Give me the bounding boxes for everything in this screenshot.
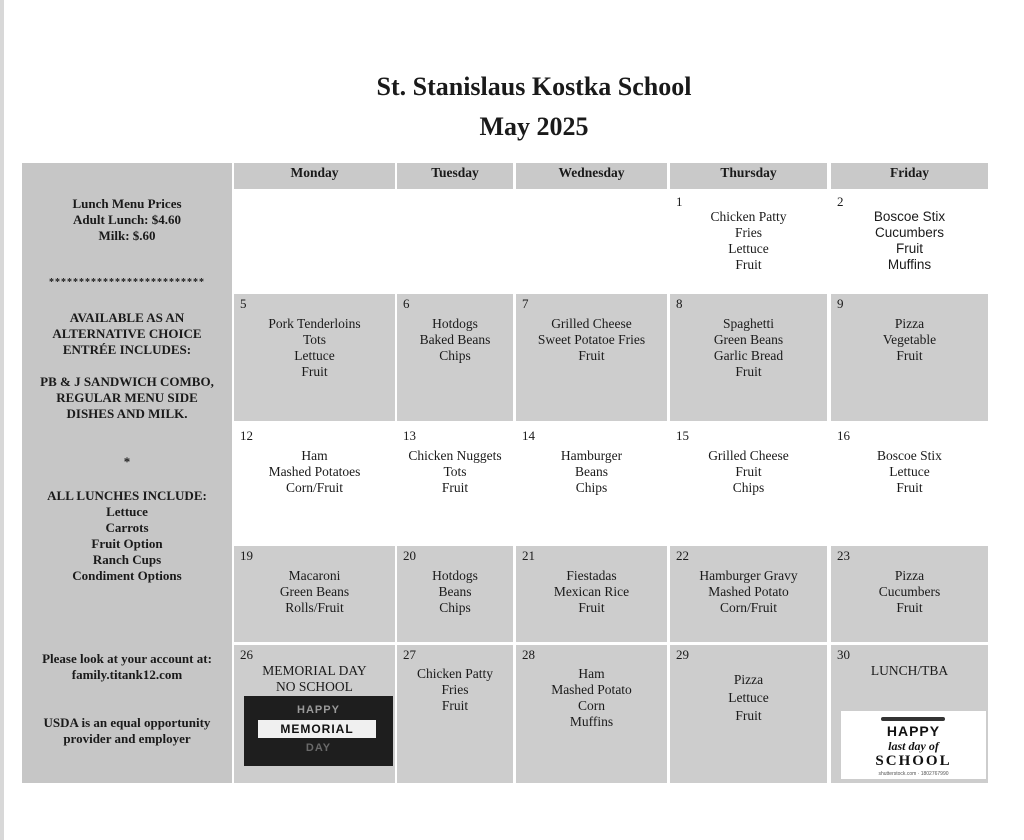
menu-item: Fruit	[896, 241, 923, 256]
date-number: 28	[522, 647, 535, 662]
menu-items	[831, 209, 988, 273]
combo-line-1: PB & J SANDWICH COMBO,	[40, 374, 214, 389]
menu-item: Spaghetti	[723, 316, 774, 331]
date-number: 21	[522, 548, 535, 563]
calendar-day-cell	[234, 426, 395, 545]
menu-item: Mexican Rice	[553, 584, 630, 599]
menu-item: MEMORIAL DAY	[262, 663, 367, 678]
all-lunches-item: Condiment Options	[72, 568, 182, 583]
pencil-icon	[881, 717, 945, 721]
prices-heading: Lunch Menu Prices	[72, 196, 182, 211]
menu-item: Corn/Fruit	[285, 480, 343, 495]
menu-item: Hamburger	[560, 448, 623, 463]
alternative-block	[22, 310, 232, 358]
calendar-day-cell	[831, 192, 988, 292]
account-url: family.titank12.com	[71, 667, 183, 682]
usda-line-1: USDA is an equal opportunity	[43, 715, 211, 730]
sidebar-info	[22, 163, 232, 783]
date-number: 16	[837, 428, 850, 443]
menu-item: Fries	[735, 225, 762, 240]
menu-item: Fruit	[441, 698, 469, 713]
calendar-day-cell	[234, 192, 395, 292]
menu-item: Grilled Cheese	[708, 448, 789, 463]
menu-item: Rolls/Fruit	[285, 600, 344, 615]
last-day-of-school-image	[841, 711, 986, 779]
menu-item: Boscoe Stix	[877, 448, 942, 463]
prices-block	[22, 196, 232, 244]
month-title: May 2025	[479, 112, 589, 141]
star-separator: *	[123, 454, 131, 469]
menu-item: Chips	[439, 348, 471, 363]
menu-item: Ham	[578, 666, 605, 681]
menu-items	[831, 448, 988, 496]
menu-items	[831, 316, 988, 364]
menu-item: Sweet Potatoe Fries	[537, 332, 646, 347]
all-lunches-block	[22, 488, 232, 584]
day-header-friday: Friday	[831, 163, 988, 189]
calendar-day-cell	[397, 546, 513, 642]
date-number: 29	[676, 647, 689, 662]
menu-item: Grilled Cheese	[551, 316, 632, 331]
menu-items	[234, 448, 395, 496]
account-text: Please look at your account at:	[42, 651, 212, 666]
calendar-day-cell	[670, 645, 827, 783]
menu-items	[397, 666, 513, 714]
calendar-day-cell	[516, 192, 667, 292]
menu-item: Fruit	[441, 480, 469, 495]
menu-item: Beans	[575, 464, 608, 479]
menu-items	[234, 663, 395, 695]
memorial-image-happy: HAPPY	[297, 704, 340, 716]
date-number: 22	[676, 548, 689, 563]
menu-item: Cucumbers	[878, 584, 941, 599]
menu-item: Muffins	[887, 257, 932, 272]
last-day-credit: shutterstock.com · 1802767990	[878, 771, 949, 777]
menu-item: Fruit	[735, 708, 762, 723]
alternative-line-2: ALTERNATIVE CHOICE	[52, 326, 202, 341]
menu-items	[234, 316, 395, 380]
combo-line-2: REGULAR MENU SIDE	[56, 390, 198, 405]
menu-item: Muffins	[569, 714, 614, 729]
date-number: 30	[837, 647, 850, 662]
menu-item: Lettuce	[294, 348, 335, 363]
calendar-day-cell	[397, 426, 513, 545]
date-number: 14	[522, 428, 535, 443]
calendar-day-cell	[670, 426, 827, 545]
menu-item: Tots	[443, 464, 467, 479]
day-header-tuesday: Tuesday	[397, 163, 513, 189]
calendar-day-cell	[831, 294, 988, 421]
menu-item: Chips	[439, 600, 471, 615]
memorial-image-day: DAY	[305, 742, 332, 754]
menu-item: Fruit	[735, 257, 762, 272]
menu-items	[397, 448, 513, 496]
date-number: 5	[240, 296, 247, 311]
menu-items	[516, 448, 667, 496]
menu-items	[670, 448, 827, 496]
menu-item: Ham	[301, 448, 328, 463]
menu-item: Lettuce	[728, 690, 769, 705]
date-number: 6	[403, 296, 410, 311]
day-header-thursday: Thursday	[670, 163, 827, 189]
menu-item: Chips	[732, 480, 765, 495]
menu-item: Fruit	[896, 480, 923, 495]
menu-items	[670, 316, 827, 380]
combo-block	[22, 374, 232, 422]
date-number: 9	[837, 296, 844, 311]
alternative-line-3: ENTRÉE INCLUDES:	[62, 342, 192, 357]
menu-item: Corn/Fruit	[719, 600, 777, 615]
menu-item: Hotdogs	[432, 316, 478, 331]
menu-item: Fruit	[896, 348, 923, 363]
menu-items	[670, 568, 827, 616]
menu-items	[516, 568, 667, 616]
menu-item: Fruit	[896, 600, 923, 615]
menu-item: Fiestadas	[566, 568, 617, 583]
all-lunches-heading: ALL LUNCHES INCLUDE:	[47, 488, 207, 503]
day-header-monday: Monday	[234, 163, 395, 189]
menu-item: Beans	[438, 584, 472, 599]
menu-item: Pizza	[894, 316, 925, 331]
menu-item: Cucumbers	[874, 225, 945, 240]
menu-items	[516, 316, 667, 364]
date-number: 1	[676, 194, 683, 209]
date-number: 12	[240, 428, 253, 443]
date-number: 20	[403, 548, 416, 563]
calendar-day-cell	[397, 294, 513, 421]
date-number: 15	[676, 428, 689, 443]
calendar-day-cell	[397, 192, 513, 292]
menu-item: Chicken Patty	[416, 666, 494, 681]
all-lunches-item: Carrots	[105, 520, 149, 535]
menu-items	[831, 663, 988, 679]
menu-item: Chicken Nuggets	[408, 448, 502, 463]
date-number: 27	[403, 647, 416, 662]
usda-block	[22, 715, 232, 747]
date-number: 19	[240, 548, 253, 563]
day-header-wednesday: Wednesday	[516, 163, 667, 189]
menu-item: Baked Beans	[419, 332, 491, 347]
menu-items	[397, 316, 513, 364]
menu-item: Pizza	[733, 672, 764, 687]
date-number: 2	[837, 194, 844, 209]
menu-item: Lettuce	[728, 241, 769, 256]
calendar-day-cell	[670, 294, 827, 421]
menu-item: Chicken Patty	[710, 209, 787, 224]
calendar-day-cell	[516, 426, 667, 545]
date-number: 13	[403, 428, 416, 443]
menu-item: Pork Tenderloins	[268, 316, 361, 331]
menu-item: Fruit	[578, 348, 605, 363]
menu-item: Mashed Potatoes	[268, 464, 361, 479]
calendar-day-cell	[516, 645, 667, 783]
menu-item: Hamburger Gravy	[699, 568, 798, 583]
menu-item: NO SCHOOL	[276, 679, 353, 694]
menu-items	[516, 666, 667, 730]
calendar-day-cell	[516, 546, 667, 642]
menu-item: Corn	[578, 698, 605, 713]
usda-line-2: provider and employer	[63, 731, 191, 746]
calendar-day-cell	[516, 294, 667, 421]
menu-item: Fruit	[578, 600, 605, 615]
school-title: St. Stanislaus Kostka School	[376, 72, 692, 101]
menu-item: Mashed Potato	[708, 584, 789, 599]
adult-lunch-price: Adult Lunch: $4.60	[73, 212, 181, 227]
menu-item: Green Beans	[713, 332, 784, 347]
menu-item: Garlic Bread	[713, 348, 784, 363]
menu-item: Fruit	[735, 364, 762, 379]
menu-items	[670, 209, 827, 273]
all-lunches-item: Lettuce	[106, 504, 148, 519]
menu-item: Mashed Potato	[551, 682, 632, 697]
calendar-day-cell	[234, 294, 395, 421]
menu-item: Vegetable	[882, 332, 937, 347]
last-day-school: SCHOOL	[875, 753, 952, 769]
all-lunches-item: Fruit Option	[91, 536, 163, 551]
account-block	[22, 651, 232, 683]
all-lunches-item: Ranch Cups	[92, 552, 162, 567]
date-number: 26	[240, 647, 253, 662]
calendar-day-cell	[831, 546, 988, 642]
menu-item: Pizza	[894, 568, 925, 583]
menu-item: LUNCH/TBA	[870, 663, 949, 678]
calendar-day-cell	[831, 426, 988, 545]
menu-items	[234, 568, 395, 616]
alternative-line-1: AVAILABLE AS AN	[69, 310, 185, 325]
calendar-day-cell	[234, 546, 395, 642]
menu-item: Tots	[302, 332, 327, 347]
menu-items	[670, 671, 827, 725]
memorial-day-image	[244, 696, 393, 766]
last-day-happy: HAPPY	[886, 723, 941, 739]
menu-item: Macaroni	[288, 568, 341, 583]
menu-items	[831, 568, 988, 616]
menu-item: Fruit	[735, 464, 762, 479]
calendar-day-cell	[670, 546, 827, 642]
menu-item: Chips	[575, 480, 608, 495]
menu-item: Hotdogs	[432, 568, 478, 583]
calendar-day-cell	[670, 192, 827, 292]
menu-item: Boscoe Stix	[873, 209, 946, 224]
menu-item: Green Beans	[279, 584, 350, 599]
date-number: 23	[837, 548, 850, 563]
date-number: 7	[522, 296, 529, 311]
menu-item: Fries	[441, 682, 469, 697]
calendar-day-cell	[397, 645, 513, 783]
date-number: 8	[676, 296, 683, 311]
separator: **************************	[49, 277, 205, 288]
last-day-script: last day of	[888, 739, 939, 753]
memorial-image-word: MEMORIAL	[258, 720, 376, 738]
menu-item: Lettuce	[889, 464, 930, 479]
milk-price: Milk: $.60	[98, 228, 156, 243]
combo-line-3: DISHES AND MILK.	[66, 406, 188, 421]
menu-items	[397, 568, 513, 616]
menu-item: Fruit	[301, 364, 328, 379]
